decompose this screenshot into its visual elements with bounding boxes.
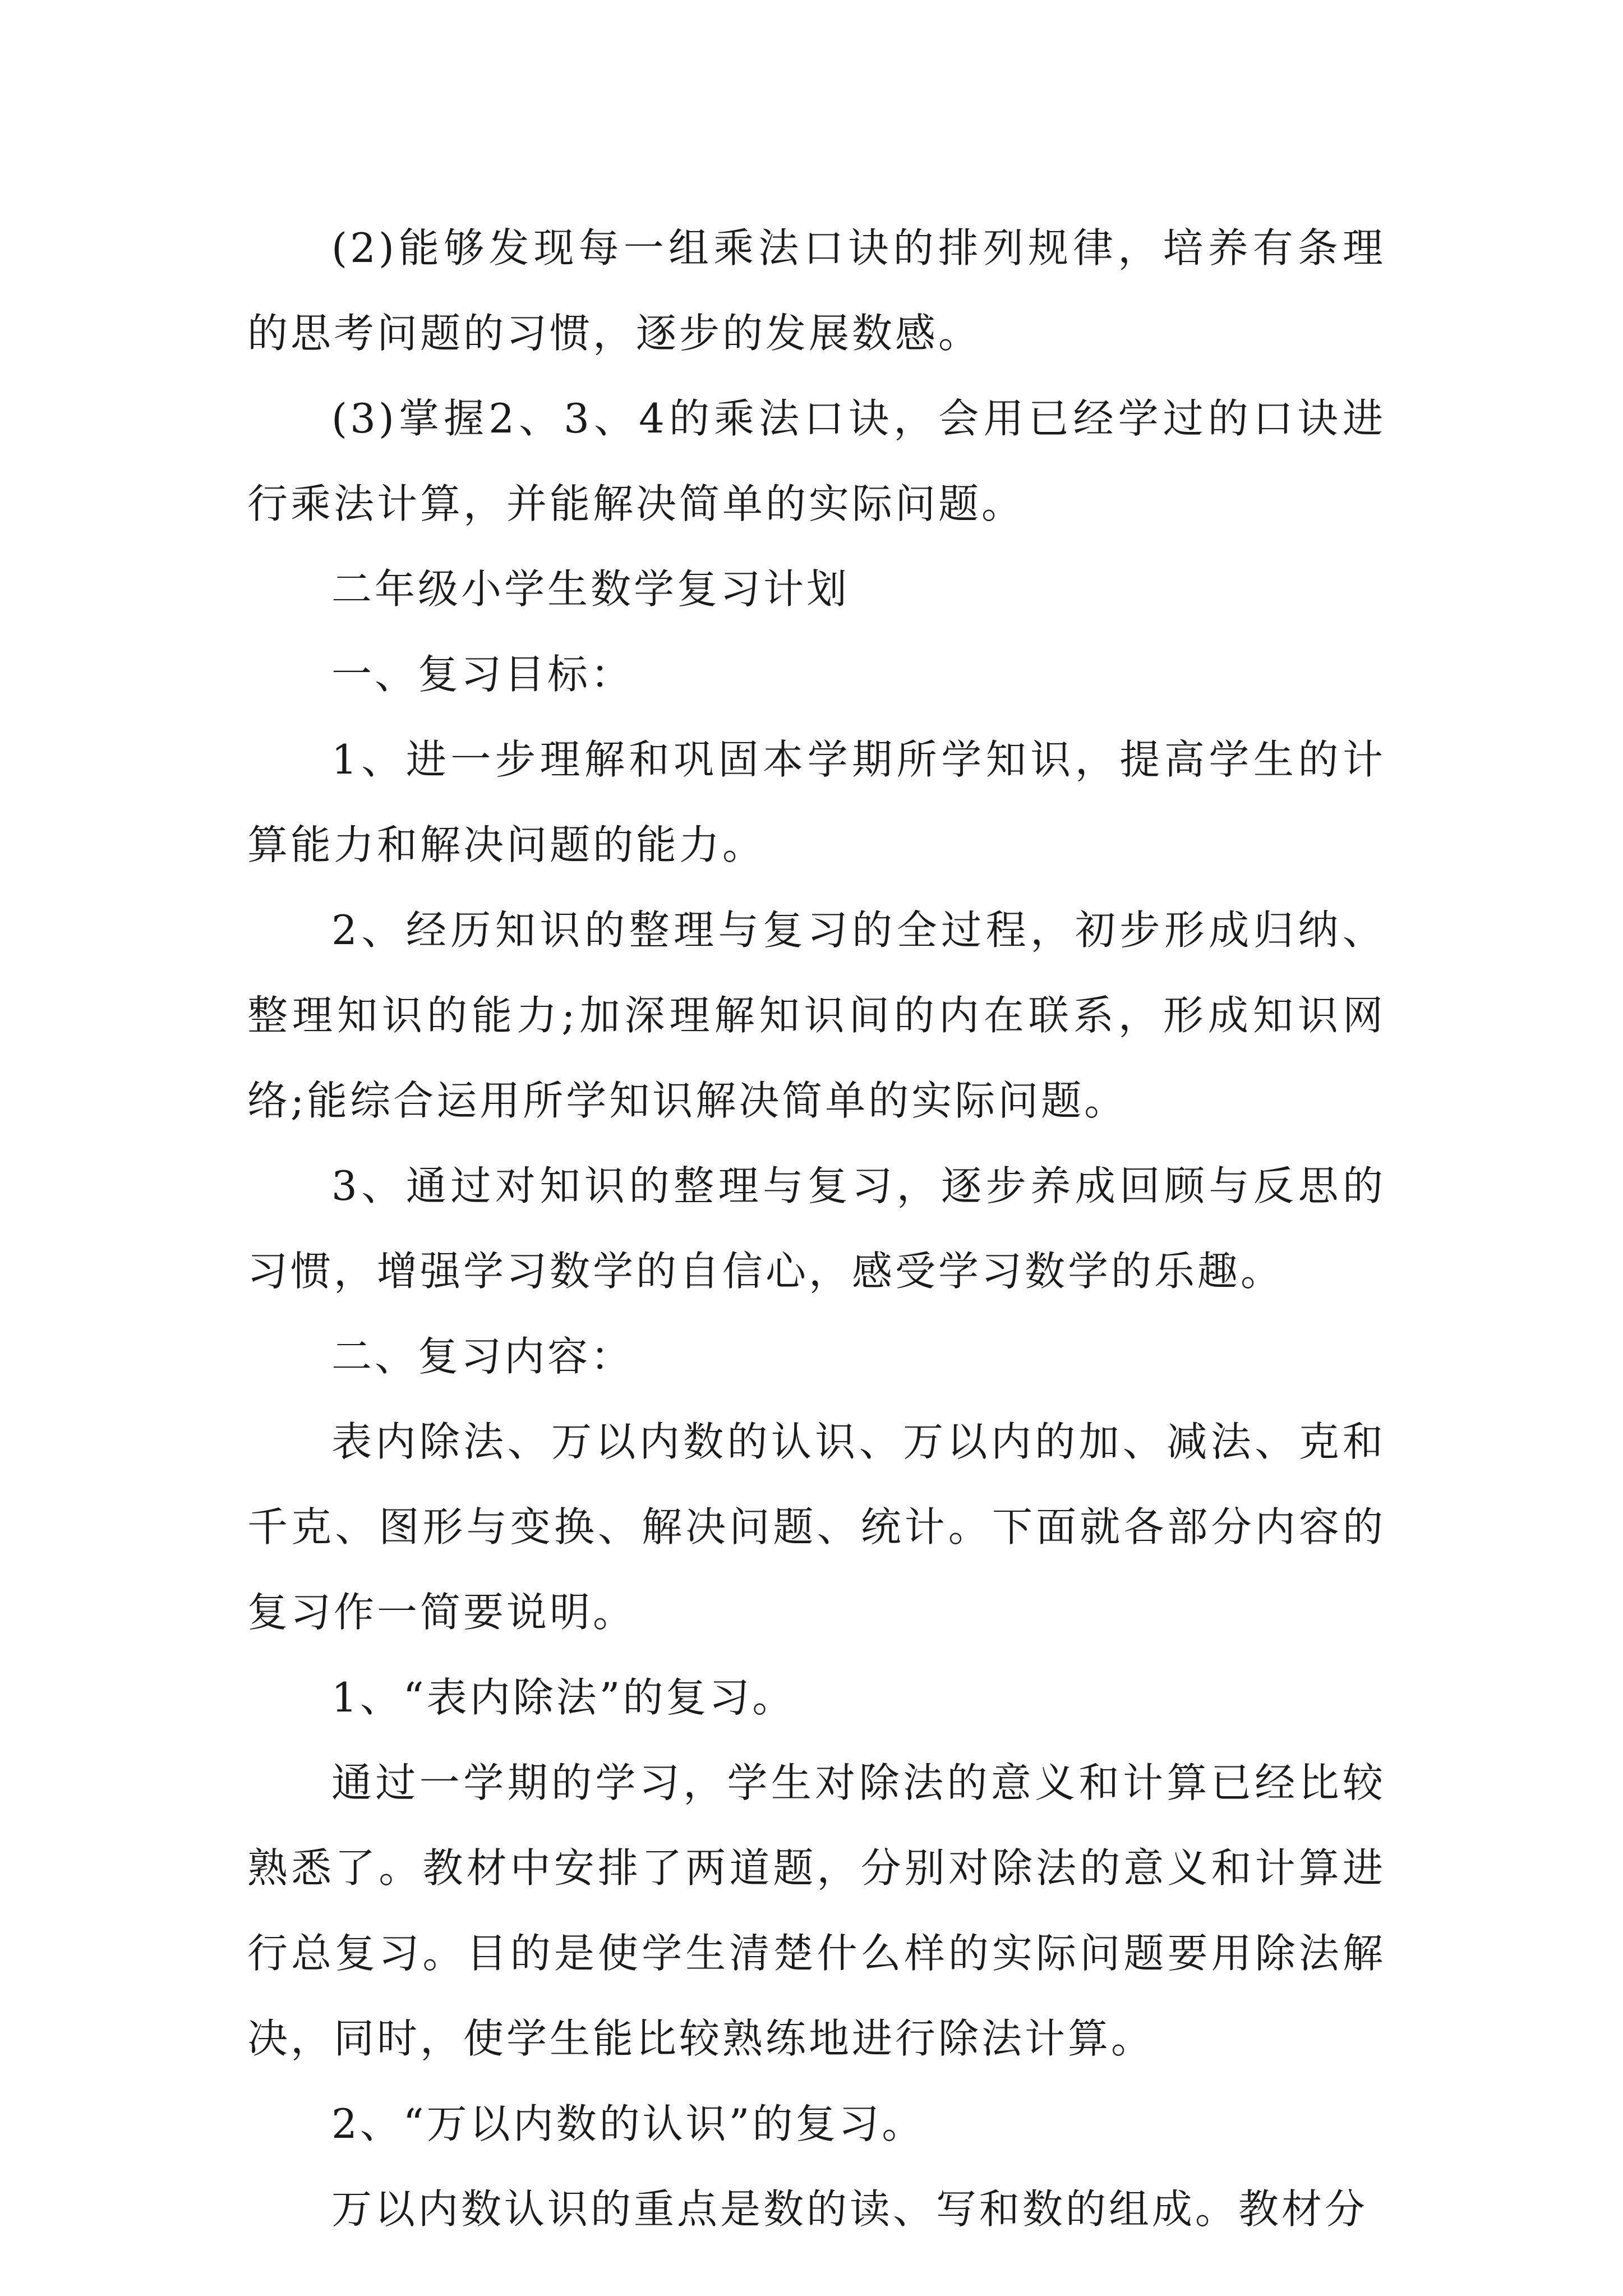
content-item-2-body: 万以内数认识的重点是数的读、写和数的组成。教材分 [331, 2185, 1368, 2233]
paragraph-objective-3: (3)掌握2、3、4的乘法口诀，会用已经学过的口诀进行乘法计算，并能解决简单的实际问题。 [247, 395, 1386, 527]
goal-item-2: 2、经历知识的整理与复习的全过程，初步形成归纳、整理知识的能力;加深理解知识间的内在联系，形成知识网络;能综合运用所学知识解决简单的实际问题。 [247, 907, 1386, 1124]
section-title: 二年级小学生数学复习计划 [331, 565, 850, 613]
goal-item-1: 1、进一步理解和巩固本学期所学知识，提高学生的计算能力和解决问题的能力。 [247, 736, 1386, 868]
content-item-1-heading: 1、“表内除法”的复习。 [331, 1674, 796, 1721]
document-body [247, 205, 1386, 2252]
heading-review-goals: 一、复习目标： [331, 651, 634, 698]
content-overview: 表内除法、万以内数的认识、万以内的加、减法、克和千克、图形与变换、解决问题、统计。下面就各部分内容的复习作一简要说明。 [247, 1418, 1386, 1636]
goal-item-3: 3、通过对知识的整理与复习，逐步养成回顾与反思的习惯，增强学习数学的自信心，感受学习数学的乐趣。 [247, 1162, 1386, 1295]
content-item-1-body: 通过一学期的学习，学生对除法的意义和计算已经比较熟悉了。教材中安排了两道题，分别对除法的意义和计算进行总复习。目的是使学生清楚什么样的实际问题要用除法解决，同时，使学生能比较熟练地进行除法计算。 [247, 1759, 1386, 2062]
content-item-2-heading: 2、“万以内数的认识”的复习。 [331, 2100, 925, 2147]
heading-review-content: 二、复习内容： [331, 1333, 634, 1380]
paragraph-objective-2: (2)能够发现每一组乘法口诀的排列规律，培养有条理的思考问题的习惯，逐步的发展数感。 [247, 224, 1386, 357]
